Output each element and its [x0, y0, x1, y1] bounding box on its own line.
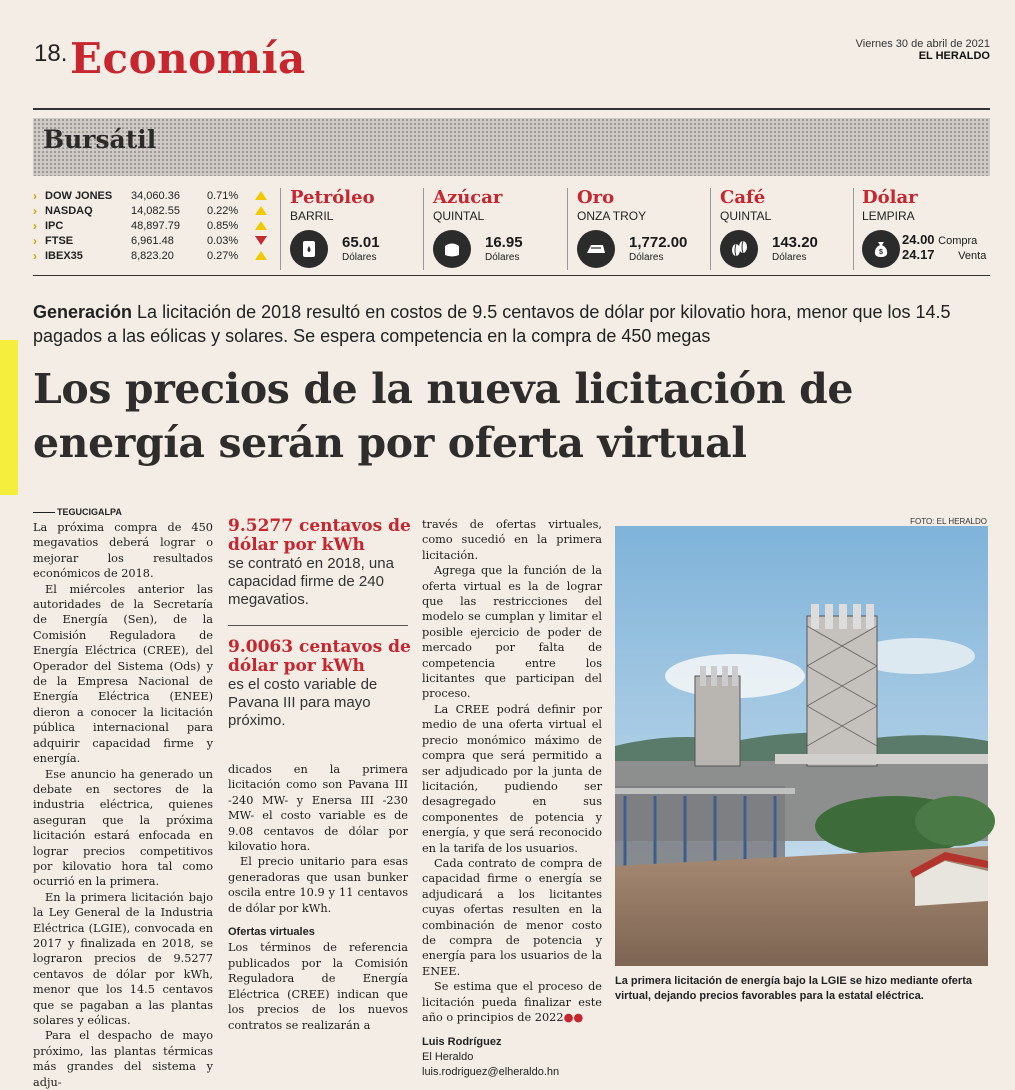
- commodity-unit: LEMPIRA: [862, 209, 915, 223]
- commodity-currency: Dólares: [629, 252, 664, 263]
- commodity-price: 1,772.00: [629, 234, 688, 251]
- photo-credit: FOTO: EL HERALDO: [910, 517, 987, 526]
- index-value: 14,082.55: [131, 204, 180, 217]
- money-bag-icon: [862, 230, 900, 268]
- index-change: 0.27%: [207, 249, 239, 262]
- paragraph: Para el despacho de mayo próximo, las plantas térmicas más grandes del sistema y adju-: [33, 1029, 213, 1089]
- photo-caption: La primera licitación de energía bajo la LGIE se hizo mediante oferta virtual, dejando precios favorables para la estatal eléctrica.: [615, 975, 972, 1002]
- author-email: luis.rodriguez@elheraldo.hn: [422, 1066, 560, 1079]
- paragraph: dicados en la primera licitación como son Pavana III -240 MW- y Enersa III -230 MW- el costo variable es de 9.08 centavos de dólar por kilovatio hora.: [228, 763, 408, 854]
- commodity-oro: [577, 188, 707, 270]
- commodity-currency: Dólares: [342, 252, 377, 263]
- newspaper-name: EL HERALDO: [918, 50, 990, 62]
- author-outlet: El Heraldo: [422, 1051, 474, 1064]
- commodity-unit: ONZA TROY: [577, 209, 647, 223]
- article-column-2: [228, 762, 408, 1033]
- bursatil-divider: [33, 275, 990, 276]
- index-row: [33, 188, 273, 203]
- commodity-name: Azúcar: [433, 187, 503, 208]
- kicker-text: La licitación de 2018 resultó en costos de 9.5 centavos de dólar por kilovatio hora, menor que los 14.5 pagados a las eólicas y solares. Se espera competencia en la compra de 450 megas: [33, 302, 951, 346]
- chevron-right-icon: ›: [33, 218, 37, 233]
- dolar-rates: [902, 233, 986, 263]
- dateline: TEGUCIGALPA: [33, 507, 122, 517]
- index-row: [33, 218, 273, 233]
- dolar-buy-label: Compra: [938, 235, 978, 247]
- subheading: Ofertas virtuales: [228, 926, 315, 939]
- index-value: 8,823.20: [131, 249, 174, 262]
- paragraph: El miércoles anterior las autoridades de la Secretaría de Energía (Sen), de la Comisión Reguladora de Energía Eléctrica (CREE), del Operador del Sistema (Ods) y de la Empresa Nacional de Energía Eléctrica (ENEE) dieron a conocer la licitación pública internacional para adquirir capacidad firme y energía.: [33, 582, 213, 766]
- paragraph: La CREE podrá definir por medio de una oferta virtual el precio monómico máximo de compra que será permitido a ser adjudicado por la junta de licitación, pudiendo ser desagregado en sus componentes de potencia y energía, y que será reconocido en la tarifa de los usuarios.: [422, 702, 602, 855]
- divider: [853, 188, 854, 270]
- svg-text:$: $: [879, 249, 883, 256]
- paragraph: Agrega que la función de la oferta virtual es la de lograr que las restricciones del modelo se cumplan y limitar el posible ejercicio de poder de mercado por falta de competencia entre los licitantes que participan del proceso.: [422, 564, 602, 701]
- commodity-name: Petróleo: [290, 187, 375, 208]
- commodity-petroleo: [290, 188, 420, 270]
- index-row: [33, 233, 273, 248]
- stock-indices-table: [33, 188, 273, 263]
- paragraph-text: Se estima que el proceso de licitación pueda finalizar este año o principios de 2022: [422, 980, 602, 1024]
- article-column-3: [422, 517, 602, 1080]
- commodity-currency: Dólares: [772, 252, 807, 263]
- highlight-figure: 9.5277 centavos de dólar por kWh: [228, 516, 411, 555]
- highlight-text: es el costo variable de Pavana III para mayo próximo.: [228, 676, 378, 729]
- paragraph: En la primera licitación bajo la Ley General de la Industria Eléctrica (LGIE), convocada en 2017 y finalizada en 2018, se lograron precios de 9.5277 centavos de dólar por kWh, menor que los 14.5 centavos que se pagaban a las plantas solares y eólicas.: [33, 890, 213, 1027]
- author-name: Luis Rodríguez: [422, 1036, 502, 1049]
- bursatil-banner: [33, 118, 990, 176]
- chevron-right-icon: ›: [33, 188, 37, 203]
- index-change: 0.03%: [207, 234, 239, 247]
- dolar-sell-value: 24.17: [902, 247, 935, 262]
- page-number: 18.: [34, 40, 68, 67]
- commodity-price: 16.95: [485, 234, 523, 251]
- header-divider: [33, 108, 990, 110]
- sugar-sack-icon: [433, 230, 471, 268]
- commodity-dolar: [862, 188, 992, 270]
- oil-barrel-icon: [290, 230, 328, 268]
- index-change: 0.22%: [207, 204, 239, 217]
- commodity-price: 143.20: [772, 234, 818, 251]
- article-kicker: [33, 300, 993, 348]
- divider: [710, 188, 711, 270]
- coffee-beans-icon: [720, 230, 758, 268]
- index-change: 0.85%: [207, 219, 239, 232]
- trend-up-icon: [255, 191, 267, 200]
- paragraph: La próxima compra de 450 megavatios deberá lograr o mejorar los resultados económicos de 2018.: [33, 521, 213, 581]
- divider: [423, 188, 424, 270]
- index-row: [33, 248, 273, 263]
- byline: [422, 1035, 602, 1080]
- trend-up-icon: [255, 206, 267, 215]
- highlight-figure: 9.0063 centavos de dólar por kWh: [228, 637, 411, 676]
- divider: [280, 188, 281, 270]
- paragraph: través de ofertas virtuales, como sucedió en la primera licitación.: [422, 518, 602, 562]
- trend-down-icon: [255, 236, 267, 245]
- paragraph: Cada contrato de compra de capacidad firme o energía se adjudicará a los licitantes cuyas ofertas resulten en la combinación de menor costo de compra de potencia y energía para los usuarios de la ENEE.: [422, 856, 602, 978]
- section-title: Economía: [70, 34, 306, 83]
- index-row: [33, 203, 273, 218]
- commodity-unit: BARRIL: [290, 209, 334, 223]
- highlighter-mark: [0, 340, 18, 495]
- power-plant-photo: [615, 526, 988, 966]
- index-value: 34,060.36: [131, 189, 180, 202]
- commodity-cafe: [720, 188, 850, 270]
- paragraph: El precio unitario para esas generadoras que usan bunker oscila entre 10.9 y 11 centavos de dólar por kWh.: [228, 855, 408, 915]
- highlight-text: se contrató en 2018, una capacidad firme de 240 megavatios.: [228, 555, 394, 608]
- index-value: 6,961.48: [131, 234, 174, 247]
- chevron-right-icon: ›: [33, 203, 37, 218]
- paragraph: Ese anuncio ha generado un debate en sectores de la industria eléctrica, quienes aseguran que la próxima licitación estará enfocada en lograr precios competitivos por kilovatio hora tal como ocurrió en la primera.: [33, 767, 213, 889]
- index-name: IPC: [45, 219, 64, 232]
- trend-up-icon: [255, 221, 267, 230]
- paragraph: Los términos de referencia publicados por la Comisión Reguladora de Energía Eléctrica (CREE) indican que los precios de los nuevos contratos se realizarán a: [228, 941, 408, 1032]
- highlight-divider: [228, 625, 408, 626]
- index-name: NASDAQ: [45, 204, 93, 217]
- end-mark: ●●: [563, 1010, 584, 1024]
- paragraph: [422, 979, 602, 1025]
- trend-up-icon: [255, 251, 267, 260]
- commodity-name: Oro: [577, 187, 615, 208]
- commodity-unit: QUINTAL: [720, 209, 772, 223]
- bursatil-title: Bursátil: [43, 125, 157, 154]
- commodity-unit: QUINTAL: [433, 209, 485, 223]
- commodity-name: Café: [720, 187, 766, 208]
- chevron-right-icon: ›: [33, 233, 37, 248]
- divider: [567, 188, 568, 270]
- edition-date: Viernes 30 de abril de 2021: [855, 38, 990, 50]
- commodity-name: Dólar: [862, 187, 918, 208]
- article-column-1: [33, 520, 213, 1090]
- index-name: DOW JONES: [45, 189, 113, 202]
- dolar-sell-label: Venta: [958, 250, 987, 262]
- kicker-label: Generación: [33, 302, 133, 322]
- commodity-azucar: [433, 188, 563, 270]
- dolar-buy-value: 24.00: [902, 232, 935, 247]
- index-name: IBEX35: [45, 249, 83, 262]
- index-name: FTSE: [45, 234, 74, 247]
- gold-bar-icon: [577, 230, 615, 268]
- chevron-right-icon: ›: [33, 248, 37, 263]
- highlight-box-2: [228, 638, 411, 730]
- index-value: 48,897.79: [131, 219, 180, 232]
- article-headline: Los precios de la nueva licitación de energía serán por oferta virtual: [33, 365, 854, 467]
- highlight-box-1: [228, 517, 411, 609]
- index-change: 0.71%: [207, 189, 239, 202]
- commodity-currency: Dólares: [485, 252, 520, 263]
- commodity-price: 65.01: [342, 234, 380, 251]
